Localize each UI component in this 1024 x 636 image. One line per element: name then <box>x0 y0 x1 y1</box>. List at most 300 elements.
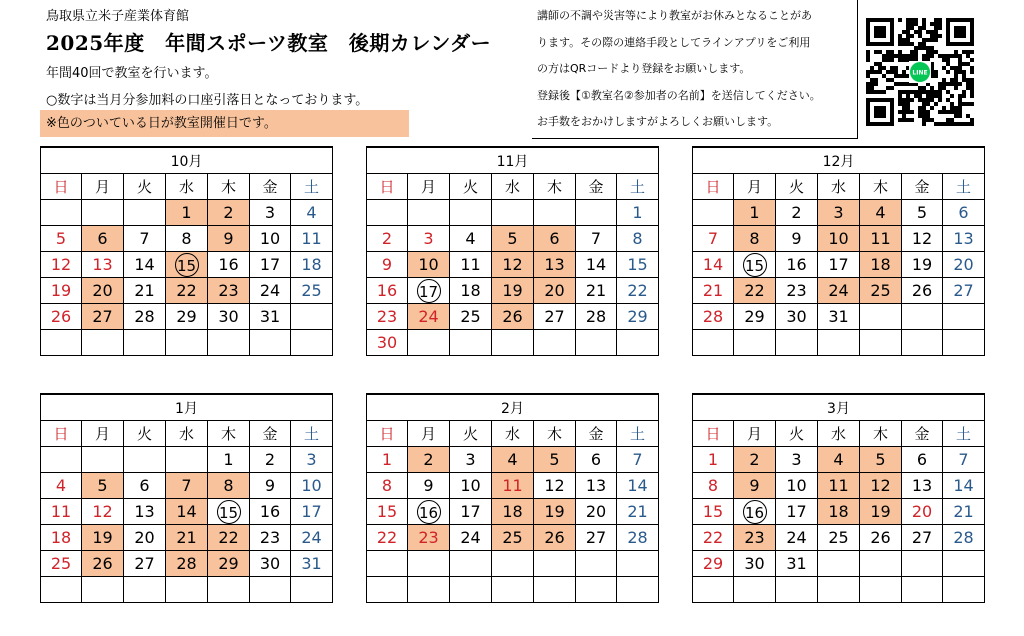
week-row <box>41 330 333 356</box>
day-cell: 12 <box>902 226 943 252</box>
empty-day-cell <box>943 304 985 330</box>
day-cell: 12 <box>534 473 576 499</box>
day-cell: 31 <box>776 551 818 577</box>
day-cell: 12 <box>82 499 124 525</box>
qr-code-icon[interactable] <box>866 18 974 126</box>
weekday-header: 水 <box>166 174 208 200</box>
class-day-cell: 26 <box>82 551 124 577</box>
empty-day-cell <box>693 330 734 356</box>
weekday-header: 土 <box>291 421 333 447</box>
week-row <box>41 200 333 226</box>
empty-day-cell <box>534 577 576 603</box>
day-cell: 15 <box>693 499 734 525</box>
day-cell: 8 <box>166 226 208 252</box>
day-cell: 25 <box>450 304 492 330</box>
class-day-cell: 7 <box>166 473 208 499</box>
class-day-cell: 18 <box>818 499 860 525</box>
payment-date-marker: 15 <box>217 500 241 524</box>
class-day-cell: 12 <box>492 252 534 278</box>
weekday-header: 木 <box>208 174 250 200</box>
class-day-cell: 19 <box>492 278 534 304</box>
weekday-header: 木 <box>534 421 576 447</box>
class-day-cell: 6 <box>82 226 124 252</box>
empty-day-cell <box>617 551 659 577</box>
day-cell: 14 <box>124 252 166 278</box>
empty-day-cell <box>250 577 291 603</box>
day-cell: 28 <box>693 304 734 330</box>
empty-day-cell <box>902 304 943 330</box>
weekday-header: 金 <box>902 174 943 200</box>
day-cell: 27 <box>943 278 985 304</box>
week-row <box>367 226 659 252</box>
weekday-header: 金 <box>902 421 943 447</box>
line-badge-text: LINE <box>912 69 928 77</box>
day-cell: 27 <box>902 525 943 551</box>
class-day-cell: 14 <box>166 499 208 525</box>
day-cell: 9 <box>250 473 291 499</box>
day-cell: 20 <box>902 499 943 525</box>
day-cell: 7 <box>943 447 985 473</box>
week-row <box>367 551 659 577</box>
weekday-header: 木 <box>860 421 902 447</box>
day-cell: 26 <box>41 304 82 330</box>
notice-line: お手数をおかけしますがよろしくお願いします。 <box>537 115 779 128</box>
day-cell: 24 <box>776 525 818 551</box>
week-row <box>367 200 659 226</box>
page-title: 2025年度 年間スポーツ教室 後期カレンダー <box>46 31 492 55</box>
day-cell: 29 <box>166 304 208 330</box>
class-day-cell: 6 <box>534 226 576 252</box>
empty-day-cell <box>166 447 208 473</box>
day-cell: 6 <box>943 200 985 226</box>
class-day-cell: 8 <box>208 473 250 499</box>
day-cell: 5 <box>41 226 82 252</box>
day-cell: 11 <box>291 226 333 252</box>
day-cell: 18 <box>291 252 333 278</box>
weekday-header: 水 <box>492 421 534 447</box>
empty-day-cell <box>492 330 534 356</box>
day-cell: 17 <box>818 252 860 278</box>
day-cell: 19 <box>41 278 82 304</box>
day-cell: 6 <box>902 447 943 473</box>
class-day-cell: 19 <box>534 499 576 525</box>
class-day-cell: 1 <box>166 200 208 226</box>
day-cell: 21 <box>943 499 985 525</box>
class-day-cell: 21 <box>166 525 208 551</box>
month-calendar <box>692 146 985 356</box>
day-cell: 19 <box>902 252 943 278</box>
month-calendar <box>40 393 333 603</box>
day-cell: 27 <box>124 551 166 577</box>
day-cell: 7 <box>576 226 617 252</box>
class-day-cell: 24 <box>818 278 860 304</box>
empty-day-cell <box>450 330 492 356</box>
month-label: 2月 <box>367 394 659 421</box>
day-cell: 23 <box>367 304 408 330</box>
empty-day-cell <box>576 551 617 577</box>
session-count-note: 年間40回で教室を行います。 <box>46 66 218 81</box>
empty-day-cell <box>367 200 408 226</box>
week-row <box>41 304 333 330</box>
day-cell: 14 <box>617 473 659 499</box>
class-day-cell: 23 <box>734 525 776 551</box>
empty-day-cell <box>41 447 82 473</box>
month-calendar <box>366 146 659 356</box>
week-row <box>693 278 985 304</box>
day-cell: 27 <box>534 304 576 330</box>
week-row <box>693 304 985 330</box>
week-row <box>41 447 333 473</box>
week-row <box>41 252 333 278</box>
day-cell: 24 <box>450 525 492 551</box>
day-cell: 14 <box>943 473 985 499</box>
payment-date-marker: 16 <box>743 500 767 524</box>
week-row <box>367 330 659 356</box>
day-cell: 22 <box>693 525 734 551</box>
weekday-header: 水 <box>818 421 860 447</box>
day-cell: 10 <box>291 473 333 499</box>
class-day-cell: 2 <box>208 200 250 226</box>
day-cell: 6 <box>576 447 617 473</box>
notice-line: ります。その際の連絡手段としてラインアプリをご利用 <box>537 35 811 49</box>
empty-day-cell <box>617 330 659 356</box>
day-cell: 10 <box>250 226 291 252</box>
weekday-header: 日 <box>693 421 734 447</box>
class-day-cell: 9 <box>208 226 250 252</box>
day-cell: 1 <box>208 447 250 473</box>
week-row <box>41 473 333 499</box>
weekday-header: 水 <box>166 421 208 447</box>
empty-day-cell <box>367 577 408 603</box>
weekday-header: 火 <box>776 421 818 447</box>
class-day-cell: 2 <box>408 447 450 473</box>
class-day-cell: 5 <box>492 226 534 252</box>
day-cell: 11 <box>41 499 82 525</box>
day-cell: 17 <box>250 252 291 278</box>
week-row <box>693 200 985 226</box>
weekday-header: 月 <box>734 174 776 200</box>
day-cell: 7 <box>124 226 166 252</box>
day-cell: 27 <box>576 525 617 551</box>
empty-day-cell <box>82 577 124 603</box>
day-cell: 5 <box>902 200 943 226</box>
day-cell: 6 <box>124 473 166 499</box>
day-cell: 16 <box>208 252 250 278</box>
week-row <box>693 252 985 278</box>
weekday-header: 土 <box>291 174 333 200</box>
day-cell: 26 <box>902 278 943 304</box>
day-cell: 21 <box>617 499 659 525</box>
empty-day-cell <box>492 551 534 577</box>
empty-day-cell <box>902 330 943 356</box>
weekday-header: 水 <box>818 174 860 200</box>
weekday-header: 日 <box>41 174 82 200</box>
week-row <box>693 525 985 551</box>
weekday-header: 土 <box>943 174 985 200</box>
week-row <box>367 304 659 330</box>
empty-day-cell <box>617 577 659 603</box>
empty-day-cell <box>166 330 208 356</box>
day-cell: 31 <box>818 304 860 330</box>
week-row <box>367 278 659 304</box>
day-cell: 20 <box>576 499 617 525</box>
day-cell: 23 <box>776 278 818 304</box>
day-cell: 20 <box>943 252 985 278</box>
weekday-header: 水 <box>492 174 534 200</box>
empty-day-cell <box>41 330 82 356</box>
weekday-header: 月 <box>82 421 124 447</box>
empty-day-cell <box>860 330 902 356</box>
class-day-cell: 4 <box>860 200 902 226</box>
weekday-header: 日 <box>41 421 82 447</box>
weekday-header: 月 <box>82 174 124 200</box>
day-cell: 1 <box>367 447 408 473</box>
week-row <box>693 499 985 525</box>
day-cell: 16 <box>250 499 291 525</box>
day-cell: 25 <box>41 551 82 577</box>
day-cell: 28 <box>576 304 617 330</box>
day-cell: 7 <box>617 447 659 473</box>
highlight-legend-note: ※色のついている日が教室開催日です。 <box>40 110 409 137</box>
week-row <box>41 499 333 525</box>
empty-day-cell <box>124 447 166 473</box>
day-cell: 13 <box>943 226 985 252</box>
day-cell: 28 <box>124 304 166 330</box>
empty-day-cell <box>818 551 860 577</box>
empty-day-cell <box>291 304 333 330</box>
payment-date-marker: 15 <box>175 253 199 277</box>
day-cell: 20 <box>124 525 166 551</box>
empty-day-cell <box>818 577 860 603</box>
day-cell: 13 <box>902 473 943 499</box>
weekday-header: 木 <box>534 174 576 200</box>
day-cell: 22 <box>617 278 659 304</box>
empty-day-cell <box>534 551 576 577</box>
empty-day-cell <box>82 200 124 226</box>
empty-day-cell <box>943 577 985 603</box>
day-cell: 4 <box>291 200 333 226</box>
class-day-cell: 20 <box>534 278 576 304</box>
weekday-header: 金 <box>250 421 291 447</box>
empty-day-cell <box>408 577 450 603</box>
weekday-header: 金 <box>576 174 617 200</box>
class-day-cell: 19 <box>82 525 124 551</box>
class-day-cell: 5 <box>82 473 124 499</box>
weekday-header: 木 <box>860 174 902 200</box>
empty-day-cell <box>291 577 333 603</box>
day-cell: 3 <box>291 447 333 473</box>
payment-date-marker: 16 <box>417 500 441 524</box>
day-cell: 21 <box>693 278 734 304</box>
day-cell: 3 <box>776 447 818 473</box>
week-row <box>693 577 985 603</box>
weekday-header: 木 <box>208 421 250 447</box>
month-calendar <box>40 146 333 356</box>
payment-date-note: ○数字は当月分参加料の口座引落日となっております。 <box>46 93 369 108</box>
class-day-cell: 11 <box>818 473 860 499</box>
week-row <box>367 525 659 551</box>
day-cell <box>734 499 776 525</box>
day-cell: 9 <box>408 473 450 499</box>
day-cell: 26 <box>860 525 902 551</box>
month-label: 1月 <box>41 394 333 421</box>
day-cell: 29 <box>617 304 659 330</box>
class-day-cell: 5 <box>534 447 576 473</box>
month-label: 12月 <box>693 147 985 174</box>
weekday-header: 火 <box>450 174 492 200</box>
empty-day-cell <box>576 577 617 603</box>
week-row <box>367 252 659 278</box>
payment-date-marker: 17 <box>417 279 441 303</box>
day-cell: 13 <box>82 252 124 278</box>
notice-line: の方はQRコードより登録をお願いします。 <box>537 62 751 75</box>
day-cell: 15 <box>367 499 408 525</box>
empty-day-cell <box>41 200 82 226</box>
class-day-cell: 4 <box>818 447 860 473</box>
week-row <box>693 330 985 356</box>
day-cell: 24 <box>291 525 333 551</box>
month-calendar <box>366 393 659 603</box>
class-day-cell: 18 <box>860 252 902 278</box>
day-cell: 10 <box>450 473 492 499</box>
day-cell: 31 <box>291 551 333 577</box>
class-day-cell: 19 <box>860 499 902 525</box>
class-day-cell: 23 <box>208 278 250 304</box>
empty-day-cell <box>818 330 860 356</box>
class-day-cell: 23 <box>408 525 450 551</box>
week-row <box>41 278 333 304</box>
class-day-cell: 4 <box>492 447 534 473</box>
class-day-cell: 2 <box>734 447 776 473</box>
class-day-cell: 22 <box>734 278 776 304</box>
class-day-cell <box>166 252 208 278</box>
week-row <box>693 473 985 499</box>
empty-day-cell <box>41 577 82 603</box>
empty-day-cell <box>776 330 818 356</box>
day-cell: 16 <box>367 278 408 304</box>
weekday-header: 月 <box>734 421 776 447</box>
class-day-cell: 11 <box>492 473 534 499</box>
day-cell: 9 <box>776 226 818 252</box>
class-day-cell: 26 <box>534 525 576 551</box>
month-label: 3月 <box>693 394 985 421</box>
empty-day-cell <box>734 577 776 603</box>
day-cell: 3 <box>408 226 450 252</box>
day-cell <box>734 252 776 278</box>
empty-day-cell <box>82 330 124 356</box>
empty-day-cell <box>208 330 250 356</box>
empty-day-cell <box>576 330 617 356</box>
class-day-cell: 8 <box>734 226 776 252</box>
class-day-cell: 20 <box>82 278 124 304</box>
empty-day-cell <box>943 330 985 356</box>
class-day-cell: 26 <box>492 304 534 330</box>
day-cell <box>208 499 250 525</box>
day-cell: 18 <box>41 525 82 551</box>
month-label: 11月 <box>367 147 659 174</box>
weekday-header: 金 <box>250 174 291 200</box>
class-day-cell: 24 <box>408 304 450 330</box>
week-row <box>693 551 985 577</box>
month-label: 10月 <box>41 147 333 174</box>
day-cell: 18 <box>450 278 492 304</box>
day-cell: 30 <box>734 551 776 577</box>
empty-day-cell <box>124 577 166 603</box>
week-row <box>693 447 985 473</box>
day-cell: 8 <box>693 473 734 499</box>
empty-day-cell <box>492 200 534 226</box>
day-cell: 9 <box>367 252 408 278</box>
weekday-header: 日 <box>367 421 408 447</box>
empty-day-cell <box>450 551 492 577</box>
day-cell: 11 <box>450 252 492 278</box>
class-day-cell: 10 <box>818 226 860 252</box>
day-cell <box>408 499 450 525</box>
class-day-cell: 9 <box>734 473 776 499</box>
day-cell: 17 <box>291 499 333 525</box>
weekday-header: 土 <box>617 421 659 447</box>
day-cell <box>408 278 450 304</box>
day-cell: 15 <box>617 252 659 278</box>
day-cell: 22 <box>367 525 408 551</box>
week-row <box>367 473 659 499</box>
day-cell: 31 <box>250 304 291 330</box>
empty-day-cell <box>902 577 943 603</box>
day-cell: 16 <box>776 252 818 278</box>
weekday-header: 火 <box>776 174 818 200</box>
notice-line: 講師の不調や災害等により教室がお休みとなることがあ <box>537 9 812 22</box>
day-cell: 24 <box>250 278 291 304</box>
class-day-cell: 12 <box>860 473 902 499</box>
day-cell: 30 <box>776 304 818 330</box>
day-cell: 7 <box>693 226 734 252</box>
class-day-cell: 29 <box>208 551 250 577</box>
day-cell: 2 <box>776 200 818 226</box>
day-cell: 28 <box>943 525 985 551</box>
day-cell: 29 <box>734 304 776 330</box>
empty-day-cell <box>408 200 450 226</box>
day-cell: 4 <box>450 226 492 252</box>
class-day-cell: 22 <box>166 278 208 304</box>
week-row <box>693 226 985 252</box>
day-cell: 12 <box>41 252 82 278</box>
class-day-cell: 28 <box>166 551 208 577</box>
week-row <box>41 577 333 603</box>
week-row <box>367 447 659 473</box>
class-day-cell: 27 <box>82 304 124 330</box>
day-cell: 2 <box>367 226 408 252</box>
empty-day-cell <box>492 577 534 603</box>
day-cell: 25 <box>291 278 333 304</box>
weekday-header: 日 <box>367 174 408 200</box>
day-cell: 14 <box>576 252 617 278</box>
day-cell: 4 <box>41 473 82 499</box>
class-day-cell: 5 <box>860 447 902 473</box>
empty-day-cell <box>534 200 576 226</box>
day-cell: 17 <box>450 499 492 525</box>
empty-day-cell <box>408 551 450 577</box>
notice-line: 登録後【①教室名②参加者の名前】を送信してください。 <box>537 88 821 102</box>
empty-day-cell <box>943 551 985 577</box>
weekday-header: 土 <box>943 421 985 447</box>
empty-day-cell <box>408 330 450 356</box>
empty-day-cell <box>860 551 902 577</box>
class-day-cell: 3 <box>818 200 860 226</box>
week-row <box>41 226 333 252</box>
empty-day-cell <box>693 577 734 603</box>
empty-day-cell <box>124 330 166 356</box>
empty-day-cell <box>124 200 166 226</box>
